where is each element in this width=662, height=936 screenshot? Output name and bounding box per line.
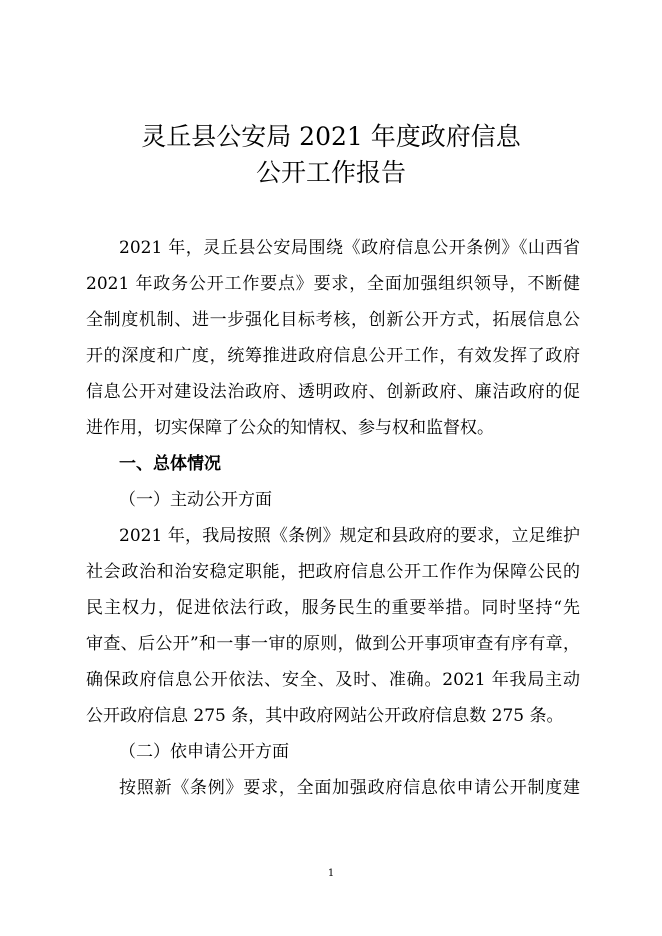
report-title-line-2: 公开工作报告: [255, 158, 406, 187]
subsection-heading: （一）主动公开方面: [119, 490, 272, 510]
paragraph-line: 2021 年，我局按照《条例》规定和县政府的要求，立足维护: [119, 526, 580, 546]
paragraph-line: 公开政府信息 275 条，其中政府网站公开政府信息数 275 条。: [86, 706, 564, 726]
paragraph-line: 确保政府信息公开依法、安全、及时、准确。2021 年我局主动: [86, 670, 580, 690]
paragraph-line: 开的深度和广度，统筹推进政府信息公开工作，有效发挥了政府: [86, 346, 580, 366]
paragraph-line: 2021 年政务公开工作要点》要求，全面加强组织领导，不断健: [86, 274, 580, 294]
report-title-line-1: 灵丘县公安局 2021 年度政府信息: [141, 122, 521, 151]
paragraph-line: 审查、后公开”和一事一审的原则，做到公开事项审查有序有章，: [86, 634, 580, 654]
paragraph-line: 全制度机制、进一步强化目标考核，创新公开方式，拓展信息公: [86, 310, 580, 330]
paragraph-line: 2021 年，灵丘县公安局围绕《政府信息公开条例》《山西省: [119, 238, 580, 258]
paragraph-line: 进作用，切实保障了公众的知情权、参与权和监督权。: [86, 418, 494, 438]
page-number: 1: [327, 868, 335, 879]
paragraph-line: 社会政治和治安稳定职能，把政府信息公开工作作为保障公民的: [86, 562, 580, 582]
section-heading: 一、总体情况: [119, 454, 221, 474]
paragraph-line: 信息公开对建设法治政府、透明政府、创新政府、廉洁政府的促: [86, 382, 580, 402]
subsection-heading: （二）依申请公开方面: [119, 742, 289, 762]
paragraph-line: 按照新《条例》要求，全面加强政府信息依申请公开制度建: [119, 778, 580, 798]
paragraph-line: 民主权力，促进依法行政，服务民生的重要举措。同时坚持“先: [86, 598, 580, 618]
